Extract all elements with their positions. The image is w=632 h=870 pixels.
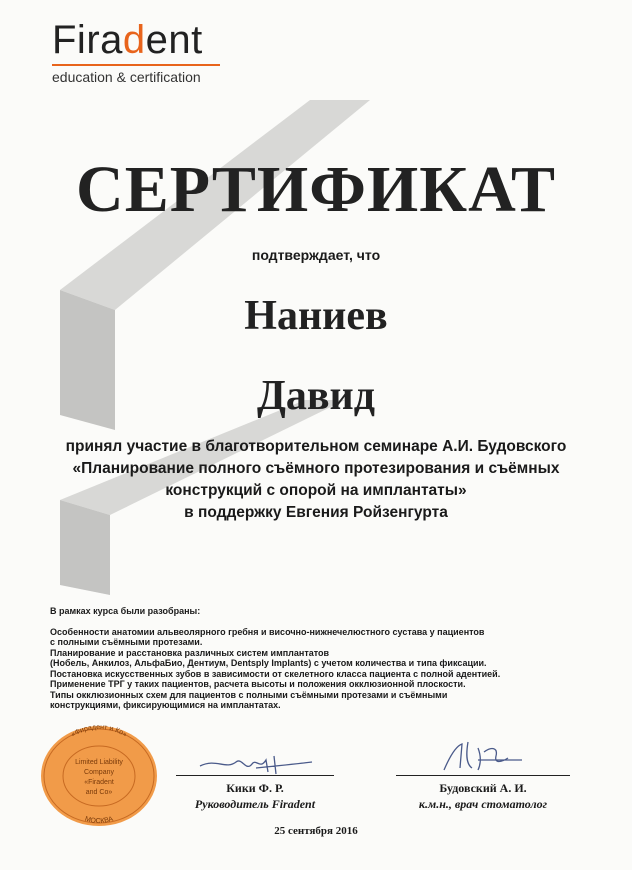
topic-line: Особенности анатомии альвеолярного гребня и височно-нижнечелюстного сустава у пациентов	[50, 626, 485, 637]
stamp-ring-bottom-text: МОСКВА	[83, 815, 115, 826]
firadent-logo	[52, 18, 220, 85]
description-line: конструкций с опорой на имплантаты»	[165, 482, 467, 499]
issue-date: 25 сентября 2016	[274, 825, 358, 837]
company-stamp	[38, 724, 160, 828]
logo-part-2: ent	[145, 18, 203, 62]
recipient-last-name: Наниев	[244, 293, 388, 339]
topic-line: конструкциями, фиксирующимися на имплантатах.	[50, 700, 281, 710]
topic-line: Планирование и расстановка различных систем имплантатов	[50, 647, 330, 658]
logo-wordmark	[52, 18, 220, 62]
topics-intro: В рамках курса были разобраны:	[50, 606, 201, 616]
stamp-ring-top-text: «Фирадент и Ко»	[70, 724, 128, 739]
stamp-center-line: Limited Liability	[75, 759, 123, 766]
description-line: «Планирование полного съёмного протезирования и съёмных	[72, 460, 560, 477]
description-line: принял участие в благотворительном семинаре А.И. Будовского	[65, 438, 567, 455]
stamp-center-line: and Co»	[85, 789, 113, 796]
logo-part-1: Fira	[52, 18, 123, 62]
signer-role-budovsky: к.м.н., врач стоматолог	[418, 797, 548, 811]
signature-line-kiki	[176, 775, 334, 776]
topic-line: Постановка искусственных зубов в зависимости от скелетного класса пациента с полной адентией.	[50, 668, 501, 679]
stamp-center-line: Company	[84, 769, 114, 776]
topic-line: с полными съёмными протезами.	[50, 637, 203, 647]
logo-tagline: education & certification	[52, 69, 201, 85]
signer-name-budovsky: Будовский А. И.	[439, 781, 527, 795]
logo-underline	[52, 64, 220, 66]
topic-line: Типы окклюзионных схем для пациентов с полными съёмными протезами и съёмными	[50, 689, 448, 700]
logo-accent-letter: d	[122, 18, 146, 62]
seminar-description	[30, 436, 602, 524]
stamp-body	[41, 726, 157, 826]
signer-role-kiki: Руководитель Firadent	[194, 797, 316, 811]
topic-line: Применение ТРГ у таких пациентов, расчета высоты и положения окклюзионной плоскости.	[50, 679, 466, 689]
signature-line-budovsky	[396, 775, 570, 776]
description-line: в поддержку Евгения Ройзенгурта	[184, 504, 448, 521]
recipient-first-name: Давид	[256, 373, 376, 419]
signer-name-kiki: Кики Ф. Р.	[226, 781, 284, 795]
course-topics	[50, 606, 590, 711]
confirms-text: подтверждает, что	[251, 247, 381, 263]
stamp-center-line: «Firadent	[84, 779, 114, 786]
topic-line: (Нобель, Анкилоз, АльфаБио, Дентиум, Dentsply Implants) с учетом количества и типа фиксации.	[50, 658, 487, 668]
certificate-title: СЕРТИФИКАТ	[76, 153, 556, 226]
signature-scribble-budovsky	[438, 738, 528, 778]
